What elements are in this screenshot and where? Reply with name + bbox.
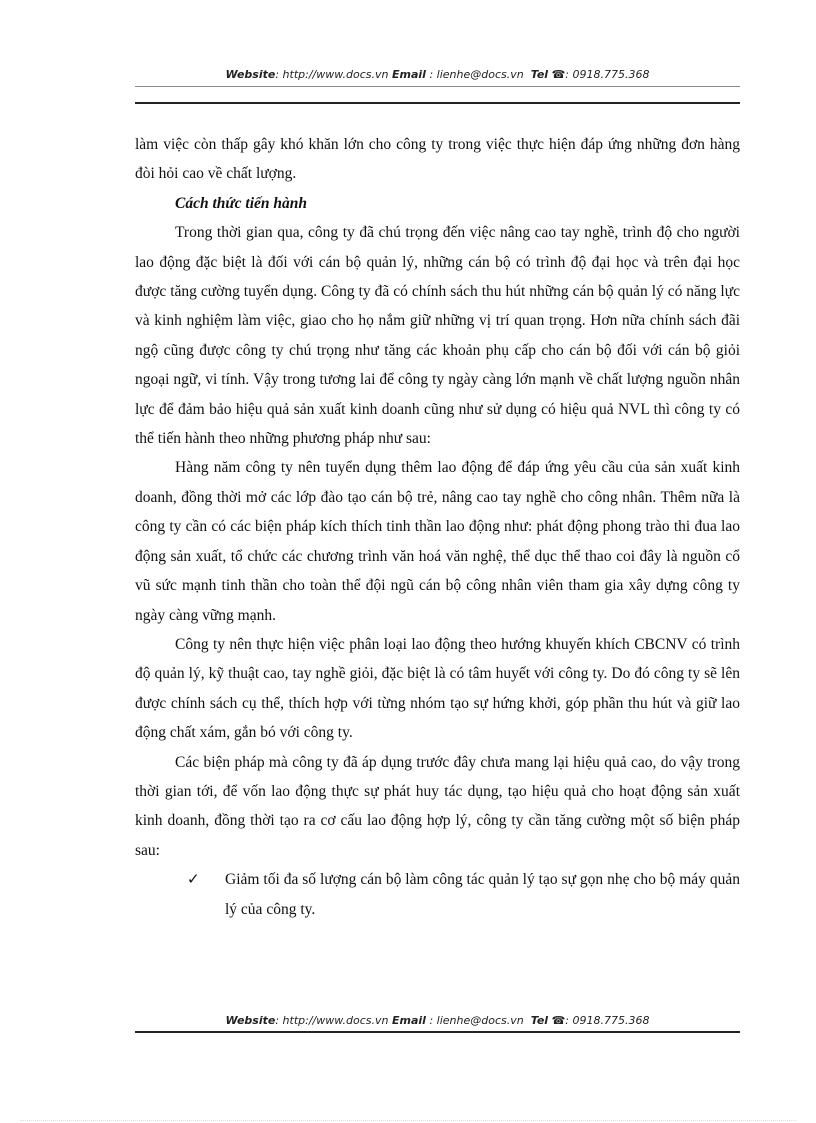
header-email-label: Email <box>392 68 426 81</box>
footer-email-label: Email <box>392 1014 426 1027</box>
page-edge-dots <box>20 1120 796 1121</box>
checkmark-icon: ✓ <box>187 870 200 889</box>
header-email-value[interactable]: : lienhe@docs.vn <box>429 68 524 81</box>
paragraph-3: Hàng năm công ty nên tuyển dụng thêm lao động để đáp ứng yêu cầu của sản xuất kinh doanh, đồng thời mở các lớp đào tạo cán bộ trẻ, nâng cao tay nghề cho công nhân. Thêm nữa là công ty cần có các biện pháp kích thích tinh thần lao động như: phát động phong trào thi đua lao động sản xuất, tổ chức các chương trình văn hoá văn nghệ, thể dục thể thao coi đây là nguồn cổ vũ sức mạnh tinh thần cho toàn thể đội ngũ cán bộ công nhân viên tham gia xây dựng công ty ngày càng vững mạnh. <box>135 459 740 624</box>
footer-website-url[interactable]: : http://www.docs.vn <box>275 1014 389 1027</box>
header-tel-value: : 0918.775.368 <box>565 68 650 81</box>
header-website-url[interactable]: : http://www.docs.vn <box>275 68 389 81</box>
checklist-item-text: Giảm tối đa số lượng cán bộ làm công tác quản lý tạo sự gọn nhẹ cho bộ máy quản lý của công ty. <box>225 871 740 918</box>
checklist-item <box>187 865 740 924</box>
header-website-label: Website <box>225 68 276 81</box>
subheading: Cách thức tiến hành <box>175 194 308 212</box>
header-rule-thick <box>135 102 740 104</box>
paragraph-2: Trong thời gian qua, công ty đã chú trọng đến việc nâng cao tay nghề, trình độ cho người lao động đặc biệt là đối với cán bộ quản lý, những cán bộ có trình độ đại học và trên đại học được tăng cường tuyển dụng. Công ty đã có chính sách thu hút những cán bộ quản lý có năng lực và kinh nghiệm làm việc, giao cho họ nắm giữ những vị trí quan trọng. Hơn nữa chính sách đãi ngộ cũng được công ty chú trọng như tăng các khoản phụ cấp cho cán bộ đối với cán bộ giỏi ngoại ngữ, vi tính. Vậy trong tương lai để công ty ngày càng lớn mạnh về chất lượng nguồn nhân lực để đảm bảo hiệu quả sản xuất kinh doanh cũng như sử dụng có hiệu quả NVL thì công ty có thể tiến hành theo những phương pháp như sau: <box>135 224 740 448</box>
header-rule-thin <box>135 86 740 87</box>
paragraph-5: Các biện pháp mà công ty đã áp dụng trước đây chưa mang lại hiệu quả cao, do vậy trong thời gian tới, để vốn lao động thực sự phát huy tác dụng, tạo hiệu quả cho hoạt động sản xuất kinh doanh, đồng thời tạo ra cơ cấu lao động hợp lý, công ty cần tăng cường một số biện pháp sau: <box>135 753 740 859</box>
header-tel-label: Tel <box>530 68 549 81</box>
paragraph-1: làm việc còn thấp gây khó khăn lớn cho công ty trong việc thực hiện đáp ứng những đơn hàng đòi hỏi cao về chất lượng. <box>135 136 740 183</box>
footer-email-value[interactable]: : lienhe@docs.vn <box>429 1014 524 1027</box>
paragraph-4: Công ty nên thực hiện việc phân loại lao động theo hướng khuyến khích CBCNV có trình độ quản lý, kỹ thuật cao, tay nghề giỏi, đặc biệt là có tâm huyết với công ty. Do đó công ty sẽ lên được chính sách cụ thể, thích hợp với từng nhóm tạo sự hứng khởi, góp phần thu hút và giữ lao động chất xám, gắn bó với công ty. <box>135 635 740 742</box>
page-footer <box>135 1014 740 1027</box>
footer-tel-value: : 0918.775.368 <box>565 1014 650 1027</box>
document-body <box>135 130 740 924</box>
page-header <box>135 68 740 81</box>
footer-tel-label: Tel <box>530 1014 549 1027</box>
phone-icon: ☎ <box>551 68 566 81</box>
phone-icon: ☎ <box>551 1014 566 1027</box>
footer-rule-thick <box>135 1031 740 1033</box>
footer-website-label: Website <box>225 1014 276 1027</box>
